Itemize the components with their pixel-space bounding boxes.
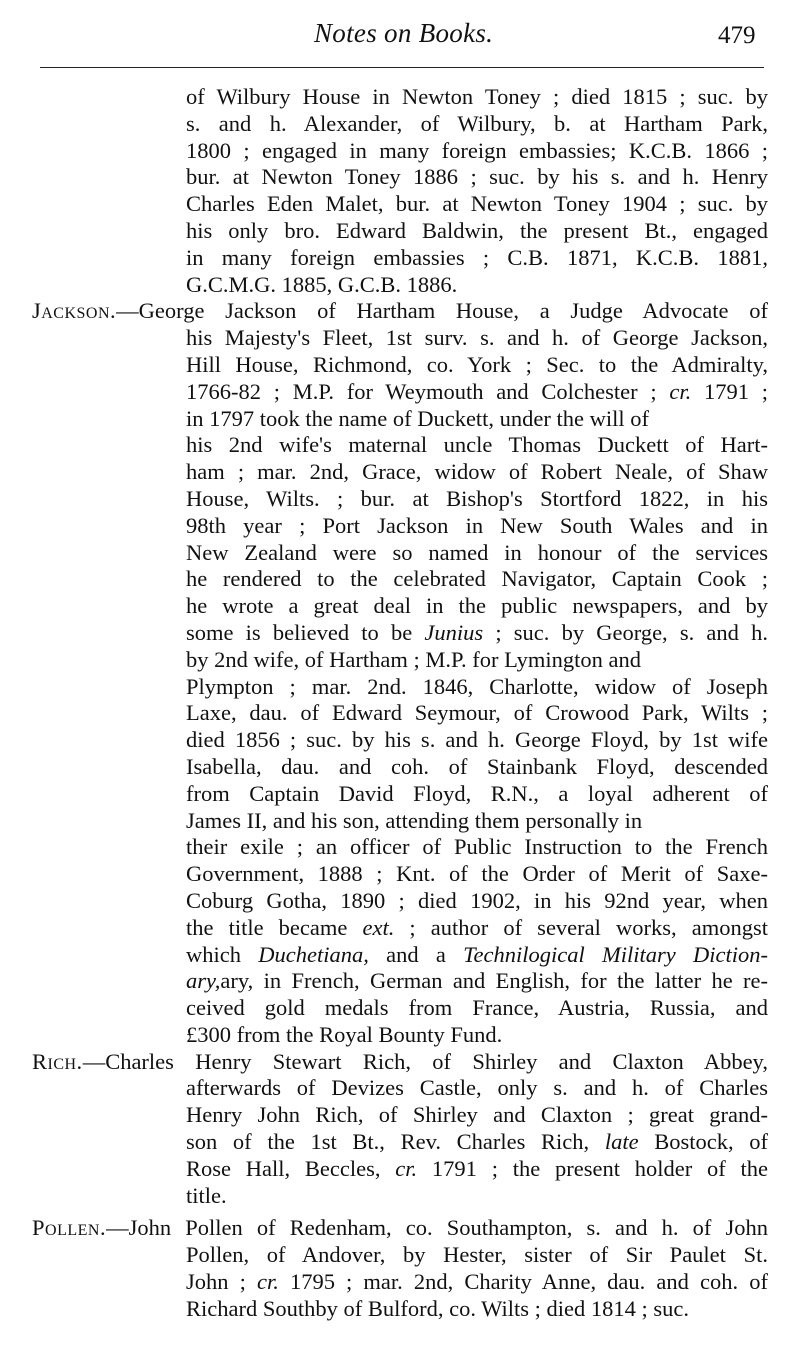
entry-surname: Jackson. <box>32 298 117 324</box>
text-line: 1800 ; engaged in many foreign embassies; K.C.B. 1866 ; <box>186 137 769 163</box>
running-header <box>0 14 800 54</box>
text-line: New Zealand were so named in honour of the services <box>186 539 768 565</box>
text-line: in 1797 took the name of Duckett, under the will of <box>186 405 650 431</box>
text-line: Rose Hall, Beccles, cr. 1791 ; the present holder of the <box>186 1155 769 1181</box>
text-line: his only bro. Edward Baldwin, the present Bt., engaged <box>186 217 769 243</box>
text-line: afterwards of Devizes Castle, only s. and h. of Charles <box>186 1075 769 1101</box>
text-line: John ; cr. 1795 ; mar. 2nd, Charity Anne, dau. and coh. of <box>186 1269 768 1295</box>
entry-pollen <box>32 1215 768 1322</box>
text-line: s. and h. Alexander, of Wilbury, b. at Hartham Park, <box>186 110 769 136</box>
text-line: his Majesty's Fleet, 1st surv. s. and h. of George Jackson, <box>186 325 768 351</box>
text-line: bur. at Newton Toney 1886 ; suc. by his s. and h. Henry <box>186 164 769 190</box>
text-line: Plympton ; mar. 2nd. 1846, Charlotte, widow of Joseph <box>186 673 769 699</box>
continuation-paragraph <box>186 84 768 298</box>
text-line: Henry John Rich, of Shirley and Claxton ; great grand- <box>186 1102 769 1128</box>
text-line: their exile ; an officer of Public Instruction to the French <box>186 834 769 860</box>
text-line: ham ; mar. 2nd, Grace, widow of Robert Neale, of Shaw <box>186 459 768 485</box>
text-line: from Captain David Floyd, R.N., a loyal adherent of <box>186 780 769 806</box>
text-line: Coburg Gotha, 1890 ; died 1902, in his 92nd year, when <box>186 887 769 913</box>
text-line: G.C.M.G. 1885, G.C.B. 1886. <box>186 271 458 297</box>
text-line: son of the 1st Bt., Rev. Charles Rich, late Bostock, of <box>186 1129 769 1155</box>
text-line: which Duchetiana, and a Technilogical Military Diction- <box>186 941 769 967</box>
text-line: ary,ary, in French, German and English, for the latter he re- <box>186 968 769 994</box>
text-line: House, Wilts. ; bur. at Bishop's Stortford 1822, in his <box>186 485 768 511</box>
text-line: by 2nd wife, of Hartham ; M.P. for Lymington and <box>186 646 641 672</box>
entry-surname: Rich. <box>32 1048 83 1074</box>
text-line: Government, 1888 ; Knt. of the Order of Merit of Saxe- <box>186 861 768 887</box>
text-line: Pollen.—John Pollen of Redenham, co. Southampton, s. and h. of John <box>32 1215 769 1241</box>
text-line: Isabella, dau. and coh. of Stainbank Floyd, descended <box>186 753 768 779</box>
header-rule <box>40 67 764 68</box>
text-line: he wrote a great deal in the public newspapers, and by <box>186 593 768 619</box>
text-line: died 1856 ; suc. by his s. and h. George Floyd, by 1st wife <box>186 727 769 753</box>
text-line: Pollen, of Andover, by Hester, sister of Sir Paulet St. <box>186 1242 768 1268</box>
text-line: £300 from the Royal Bounty Fund. <box>186 1021 503 1047</box>
text-line: Richard Southby of Bulford, co. Wilts ; died 1814 ; suc. <box>186 1295 690 1321</box>
text-line: some is believed to be Junius ; suc. by George, s. and h. <box>186 619 768 645</box>
text-line: Jackson.—George Jackson of Hartham House, a Judge Advocate of <box>32 298 768 324</box>
entry-jackson <box>32 298 768 1048</box>
text-line: his 2nd wife's maternal uncle Thomas Duckett of Hart- <box>186 432 769 458</box>
text-line: he rendered to the celebrated Navigator, Captain Cook ; <box>186 566 769 592</box>
text-line: in many foreign embassies ; C.B. 1871, K.C.B. 1881, <box>186 244 768 270</box>
text-line: title. <box>186 1182 227 1208</box>
text-line: 98th year ; Port Jackson in New South Wales and in <box>186 512 768 538</box>
page-body <box>32 84 768 1323</box>
entry-rich <box>32 1049 768 1210</box>
text-line: of Wilbury House in Newton Toney ; died 1815 ; suc. by <box>186 84 768 109</box>
text-line: James II, and his son, attending them personally in <box>186 807 643 833</box>
text-line: Charles Eden Malet, bur. at Newton Toney 1904 ; suc. by <box>186 191 769 217</box>
text-line: Hill House, Richmond, co. York ; Sec. to the Admiralty, <box>186 351 768 377</box>
text-line: Rich.—Charles Henry Stewart Rich, of Shirley and Claxton Abbey, <box>32 1048 768 1074</box>
running-title: Notes on Books. <box>314 18 494 48</box>
entry-surname: Pollen. <box>32 1215 107 1241</box>
page-number: 479 <box>718 22 756 49</box>
text-line: the title became ext. ; author of several works, amongst <box>186 914 768 940</box>
text-line: Laxe, dau. of Edward Seymour, of Crowood Park, Wilts ; <box>186 700 769 726</box>
text-line: ceived gold medals from France, Austria, Russia, and <box>186 995 769 1021</box>
text-line: 1766-82 ; M.P. for Weymouth and Colchester ; cr. 1791 ; <box>186 378 768 404</box>
